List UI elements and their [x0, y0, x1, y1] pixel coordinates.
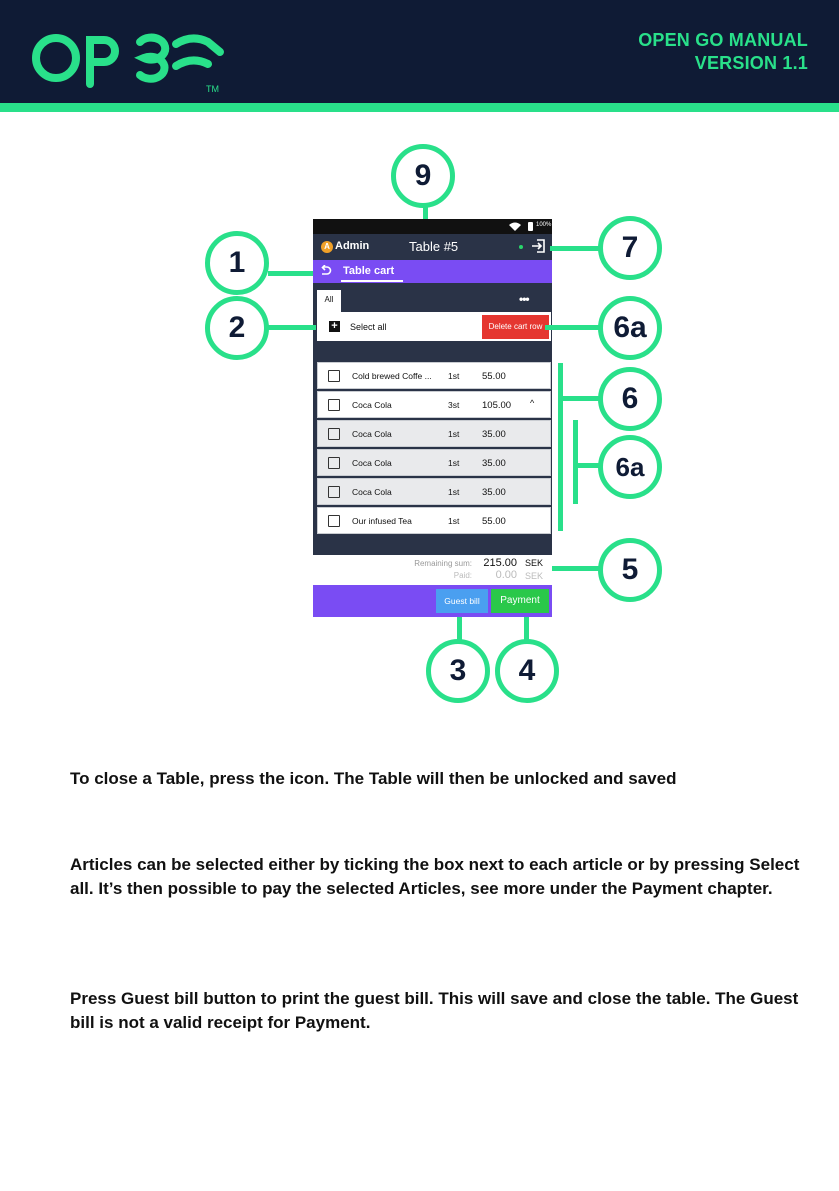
wifi-icon: [509, 222, 521, 231]
leader-line-5: [552, 566, 600, 571]
remaining-sum-value: 215.00: [483, 557, 517, 569]
item-quantity: 1st: [448, 516, 460, 526]
callout-6a: 6a: [598, 435, 662, 499]
payment-button[interactable]: Payment: [491, 589, 549, 613]
remaining-sum-label: Remaining sum:: [414, 559, 472, 568]
item-checkbox[interactable]: [328, 457, 340, 469]
item-name: Coca Cola: [352, 400, 392, 410]
cart-subitem-row[interactable]: [317, 449, 551, 476]
leader-line-7: [545, 325, 600, 330]
manual-name: OPEN GO MANUAL: [638, 30, 808, 50]
item-name: Our infused Tea: [352, 516, 412, 526]
item-price: 55.00: [482, 371, 506, 382]
callout-6: 6: [598, 367, 662, 431]
leader-line-8: [550, 246, 600, 251]
item-quantity: 1st: [448, 487, 460, 497]
page-header: [0, 0, 839, 103]
guest-bill-button[interactable]: Guest bill: [436, 589, 488, 613]
header-stripe: [0, 103, 839, 112]
more-icon[interactable]: •••: [519, 292, 529, 306]
table-cart-bar: [313, 260, 552, 283]
table-cart-label[interactable]: Table cart: [343, 265, 395, 277]
item-price: 105.00: [482, 400, 512, 411]
select-all-button[interactable]: Select all: [350, 322, 387, 332]
callout-3: 3: [426, 639, 490, 703]
item-name: Coca Cola: [352, 429, 392, 439]
delete-cart-row-button[interactable]: Delete cart row: [482, 315, 549, 339]
summary-panel: [313, 555, 552, 585]
cart-item-row[interactable]: [317, 507, 551, 534]
item-checkbox[interactable]: [328, 370, 340, 382]
leader-line-2: [268, 325, 316, 330]
item-checkbox[interactable]: [328, 428, 340, 440]
callout-1: 1: [205, 231, 269, 295]
plus-icon[interactable]: +: [329, 321, 340, 332]
item-name: Coca Cola: [352, 487, 392, 497]
guest-bill-text-not: not: [118, 1013, 145, 1032]
item-price: 35.00: [482, 487, 506, 498]
item-quantity: 1st: [448, 429, 460, 439]
battery-icon: [528, 222, 533, 231]
cart-subitem-row[interactable]: [317, 420, 551, 447]
manual-version: VERSION 1.1: [694, 53, 808, 73]
open-logo: [30, 26, 240, 96]
admin-label[interactable]: Admin: [335, 240, 370, 252]
top-bar: [313, 234, 552, 260]
leader-line-6-h: [563, 396, 600, 401]
phone-screen: [313, 219, 552, 617]
guest-bill-text-c: a valid receipt for Payment.: [144, 1013, 371, 1032]
back-icon[interactable]: [319, 265, 332, 277]
admin-avatar[interactable]: A: [321, 241, 333, 253]
online-status-dot: [519, 245, 523, 249]
item-quantity: 1st: [448, 371, 460, 381]
cart-item-row[interactable]: [317, 391, 551, 418]
select-all-row: [317, 312, 551, 341]
item-checkbox[interactable]: [328, 515, 340, 527]
leader-line-6: [558, 363, 563, 531]
battery-level: 100%: [536, 222, 552, 228]
callout-4: 4: [495, 639, 559, 703]
leader-line-3: [457, 617, 462, 641]
callout-7: 6a: [598, 296, 662, 360]
callout-5: 5: [598, 538, 662, 602]
item-name: Cold brewed Coffe ...: [352, 371, 432, 381]
remaining-currency: SEK: [524, 558, 543, 568]
leader-line-6a-h: [578, 463, 600, 468]
item-checkbox[interactable]: [328, 399, 340, 411]
trademark-text: TM: [206, 84, 219, 94]
cart-subitem-row[interactable]: [317, 478, 551, 505]
paid-value: 0.00: [495, 569, 517, 581]
table-title: Table #5: [409, 239, 459, 254]
item-price: 35.00: [482, 429, 506, 440]
item-quantity: 3st: [448, 400, 460, 410]
callout-8: 7: [598, 216, 662, 280]
item-price: 55.00: [482, 516, 506, 527]
paragraph-select-articles: Articles can be selected either by ticking the box next to each article or by pressing Select all. It’s then possible to pay the selected Articles, see more under the Payment chapter.: [70, 855, 800, 898]
item-quantity: 1st: [448, 458, 460, 468]
chevron-up-icon[interactable]: ^: [530, 398, 535, 408]
manual-title: [638, 29, 808, 75]
status-bar: [313, 219, 552, 234]
paid-label: Paid:: [453, 571, 472, 580]
item-checkbox[interactable]: [328, 486, 340, 498]
item-price: 35.00: [482, 458, 506, 469]
callout-2: 2: [205, 296, 269, 360]
close-table-icon[interactable]: [531, 239, 546, 253]
paid-currency: SEK: [524, 571, 543, 581]
tab-all[interactable]: All: [317, 290, 341, 312]
leader-line-1: [268, 271, 313, 276]
paragraph-guest-bill: [70, 987, 800, 1035]
callout-9: 9: [391, 144, 455, 208]
guest-bill-text-a: Press Guest bill button to print the guest bill. This will save and close the table. The Guest bill is: [70, 989, 799, 1032]
bottom-action-bar: [313, 585, 552, 617]
item-name: Coca Cola: [352, 458, 392, 468]
paragraph-close-table: To close a Table, press the icon. The Table will then be unlocked and saved: [70, 769, 677, 788]
cart-item-row[interactable]: [317, 362, 551, 389]
tab-underline: [341, 280, 403, 282]
leader-line-4: [524, 617, 529, 641]
leader-line-6a: [573, 420, 578, 504]
